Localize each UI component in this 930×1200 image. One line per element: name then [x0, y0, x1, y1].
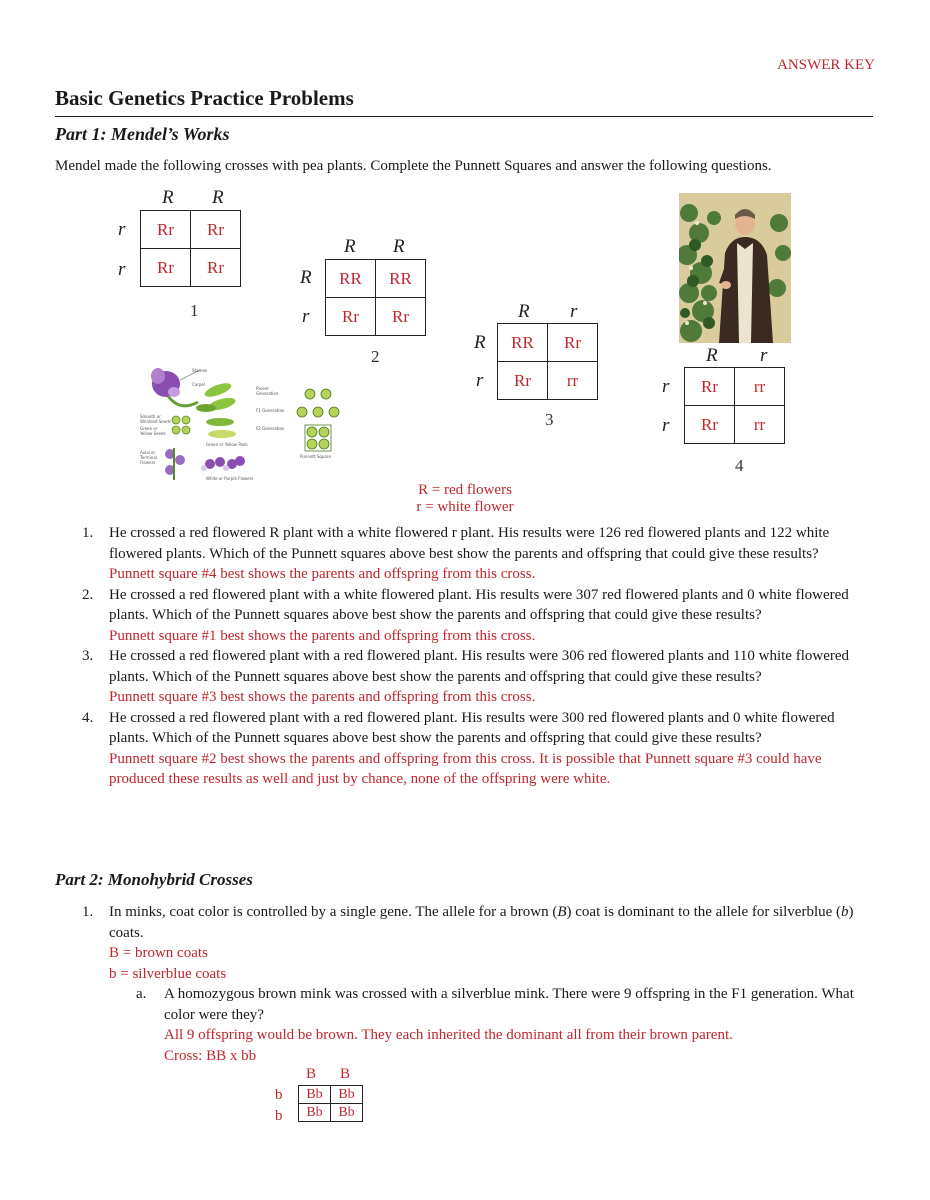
- ps-cell: Rr: [191, 211, 241, 249]
- ps-cell: Bb: [299, 1086, 331, 1104]
- question-number: 2.: [82, 586, 94, 603]
- ps-cell: Rr: [326, 298, 376, 336]
- ps-cell: Bb: [331, 1104, 363, 1122]
- svg-text:Carpel: Carpel: [192, 382, 205, 387]
- ps-cell: Rr: [141, 249, 191, 287]
- question-text: [109, 902, 870, 943]
- question-item: [55, 585, 870, 647]
- svg-text:F2 Generation: F2 Generation: [256, 426, 285, 431]
- ps2-top-allele: R: [393, 236, 405, 257]
- question-number: 1.: [82, 904, 94, 920]
- answer-text: Punnett square #2 best shows the parents and offspring from this cross. It is possible that Punnett square #3 could have produced these results as well and just by chance, none of the offspring were white.: [109, 750, 822, 787]
- svg-text:Wrinkled Seeds: Wrinkled Seeds: [140, 419, 171, 424]
- mink-side-allele: b: [275, 1087, 283, 1103]
- mink-top-allele: B: [306, 1066, 317, 1082]
- ps-cell: rr: [548, 362, 598, 400]
- ps-cell: Rr: [685, 368, 735, 406]
- question-text: He crossed a red flowered plant with a red flowered plant. His results were 300 red flowered plants and 0 white flowered plants. Which of the Punnett squares above best show the parents and offspring that could give these results?: [109, 709, 835, 746]
- svg-text:Flowers: Flowers: [140, 460, 156, 465]
- pea-plant-diagram-image: [140, 362, 340, 484]
- ps4-number: 4: [735, 456, 744, 475]
- ps-cell: Rr: [141, 211, 191, 249]
- ps3-top-allele: r: [570, 301, 578, 322]
- question-item: [55, 523, 870, 585]
- ps4-side-allele: r: [662, 415, 670, 436]
- svg-text:Stamen: Stamen: [192, 368, 208, 373]
- ps2-side-allele: r: [302, 306, 310, 327]
- question-text: He crossed a red flowered plant with a red flowered plant. His results were 306 red flowered plants and 110 white flowered plants. Which of the Punnett squares above best show the parents and offspring that could give these results?: [109, 648, 850, 685]
- mink-grid: [298, 1085, 363, 1122]
- ps4-grid: [684, 367, 785, 444]
- svg-text:White or Purple Flowers: White or Purple Flowers: [206, 476, 254, 481]
- ps3-side-allele: r: [476, 370, 484, 391]
- answer-key-label: ANSWER KEY: [777, 57, 875, 73]
- question-number: 1.: [82, 525, 94, 541]
- question-text: He crossed a red flowered plant with a white flowered plant. His results were 307 red flowered plants and 0 white flowered plants. Which of the Punnett squares above best show the parents and offspring that could give these results?: [109, 586, 849, 623]
- question-text-part: In minks, coat color is controlled by a single gene. The allele for a brown (: [109, 904, 558, 920]
- ps-cell: Bb: [331, 1086, 363, 1104]
- svg-text:F1 Generation: F1 Generation: [256, 408, 285, 413]
- ps1-top-allele: R: [162, 187, 174, 208]
- svg-text:Punnett Square: Punnett Square: [300, 454, 331, 459]
- sub-question-a: [109, 984, 870, 1066]
- sub-question-label: a.: [136, 986, 147, 1002]
- ps-cell: RR: [376, 260, 426, 298]
- ps3-side-allele: R: [474, 332, 486, 353]
- legend-line: r = white flower: [416, 499, 514, 515]
- question-text-part: ) coats.: [109, 904, 854, 941]
- part2-question-1: [55, 902, 870, 1066]
- ps2-number: 2: [371, 347, 380, 366]
- svg-text:Generation: Generation: [256, 391, 279, 396]
- svg-text:Terminal: Terminal: [140, 455, 157, 460]
- ps2-top-allele: R: [344, 236, 356, 257]
- ps-cell: Rr: [685, 406, 735, 444]
- legend-line: b = silverblue coats: [109, 965, 227, 982]
- ps-cell: Bb: [299, 1104, 331, 1122]
- ps-cell: Rr: [376, 298, 426, 336]
- svg-text:Green or Yellow Pods: Green or Yellow Pods: [206, 442, 248, 447]
- ps1-grid: [140, 210, 241, 287]
- ps-cell: rr: [735, 368, 785, 406]
- answer-text: Punnett square #1 best shows the parents and offspring from this cross.: [109, 627, 536, 644]
- mendel-portrait-image: [679, 193, 791, 343]
- ps-cell: Rr: [191, 249, 241, 287]
- cross-text: Cross: BB x bb: [164, 1047, 257, 1064]
- answer-text: All 9 offspring would be brown. They each inherited the dominant all from their brown parent.: [164, 1027, 733, 1043]
- ps1-side-allele: r: [118, 259, 126, 280]
- question-number: 3.: [82, 648, 94, 664]
- ps3-top-allele: R: [518, 301, 530, 322]
- part1-question-list: [55, 523, 870, 790]
- ps-cell: Rr: [498, 362, 548, 400]
- ps-cell: rr: [735, 406, 785, 444]
- legend-line: B = brown coats: [109, 945, 208, 961]
- question-text-part: ) coat is dominant to the allele for silverblue (: [566, 904, 842, 920]
- ps1-side-allele: r: [118, 219, 126, 240]
- question-item: [55, 646, 870, 708]
- answer-text: Punnett square #3 best shows the parents and offspring from this cross.: [109, 689, 536, 705]
- title-divider: [55, 116, 873, 117]
- legend-line: R = red flowers: [418, 482, 512, 498]
- allele-symbol: b: [841, 904, 849, 920]
- ps1-number: 1: [190, 301, 199, 320]
- ps-cell: RR: [326, 260, 376, 298]
- question-text: He crossed a red flowered R plant with a white flowered r plant. His results were 126 red flowered plants and 122 white flowered plants. Which of the Punnett squares above best show the parents and offspring that could give these results?: [109, 525, 830, 562]
- question-item: [55, 902, 870, 1066]
- ps3-number: 3: [545, 410, 554, 429]
- svg-text:Yellow Seeds: Yellow Seeds: [140, 431, 166, 436]
- question-item: [55, 708, 870, 790]
- page-title: Basic Genetics Practice Problems: [55, 86, 354, 110]
- svg-text:Smooth or: Smooth or: [140, 414, 161, 419]
- ps-cell: Rr: [548, 324, 598, 362]
- ps2-side-allele: R: [300, 267, 312, 288]
- sub-question-text: A homozygous brown mink was crossed with a silverblue mink. There were 9 offspring in the F1 generation. What color were they?: [164, 986, 854, 1023]
- svg-text:Axial or: Axial or: [140, 450, 156, 455]
- ps1-top-allele: R: [212, 187, 224, 208]
- part1-legend: [385, 482, 545, 516]
- part2-heading: Part 2: Monohybrid Crosses: [55, 870, 253, 889]
- svg-text:Green or: Green or: [140, 426, 158, 431]
- mink-top-allele: B: [340, 1066, 351, 1082]
- ps4-top-allele: R: [706, 345, 718, 366]
- svg-text:Parent: Parent: [256, 386, 269, 391]
- question-number: 4.: [82, 709, 94, 726]
- part1-heading: Part 1: Mendel’s Works: [55, 124, 230, 144]
- ps4-top-allele: r: [760, 345, 768, 366]
- part1-intro: Mendel made the following crosses with pea plants. Complete the Punnett Squares and answer the following questions.: [55, 158, 772, 174]
- ps4-side-allele: r: [662, 376, 670, 397]
- ps2-grid: [325, 259, 426, 336]
- allele-symbol: B: [557, 904, 567, 920]
- ps3-grid: [497, 323, 598, 400]
- answer-text: Punnett square #4 best shows the parents and offspring from this cross.: [109, 566, 536, 582]
- ps-cell: RR: [498, 324, 548, 362]
- mink-side-allele: b: [275, 1108, 283, 1124]
